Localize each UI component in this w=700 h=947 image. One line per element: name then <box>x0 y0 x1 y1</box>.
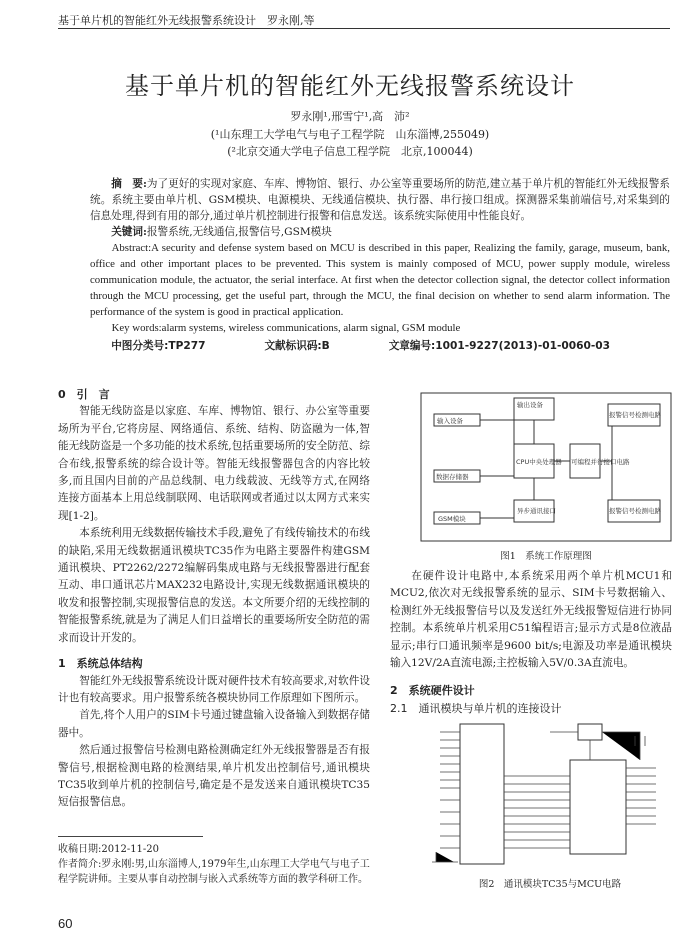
abstract-cn-text: 为了更好的实现对家庭、车库、博物馆、银行、办公室等重要场所的防范,建立基于单片机的智能红外无线报警系统。系统主要由单片机、GSM模块、电源模块、无线通信模块、执行器、串行接口组成。探测器采集前端信号,对采集到的信息处理,得到有用的部分,通过单片机控制进行报警和信息发送。该系统实际使用中性能良好。 <box>90 178 670 222</box>
keywords-cn-text: 报警系统,无线通信,报警信号,GSM模块 <box>146 226 332 238</box>
figure-1-diagram <box>420 392 672 542</box>
right-paragraph-1: 在硬件设计电路中,本系统采用两个单片机MCU1和MCU2,依次对无线报警系统的显示、SIM卡号数据输入、检测红外无线报警信号以及发送红外无线报警短信进行协同控制。本系统单片机采用C51编程语言;显示方式是8位液晶显示;串行口通讯频率是9600 bit/s;电源及功率是通讯模块输入12V/2A直流电源;主控板输入5V/0.3A直流电。 <box>390 570 672 670</box>
figure-2-circuit <box>430 716 670 866</box>
left-column <box>58 386 370 812</box>
clc-number: 中图分类号:TP277 <box>111 340 206 352</box>
keywords-cn-label: 关键词: <box>111 226 147 238</box>
header-rule <box>58 28 670 29</box>
page-number: 60 <box>58 916 73 931</box>
author-intro: 作者简介:罗永刚:男,山东淄博人,1979年生,山东理工大学电气与电子工程学院讲师。主要从事自动控制与嵌入式系统等方面的教学科研工作。 <box>58 859 370 885</box>
keywords-cn <box>90 224 670 240</box>
keywords-en: Key words:alarm systems, wireless communications, alarm signal, GSM module <box>111 322 461 334</box>
authors: 罗永刚¹,邢雪宁¹,高 沛² <box>290 110 410 123</box>
figure-2-caption: 图2 通讯模块TC35与MCU电路 <box>478 879 622 890</box>
fig1-gsm-label: GSM模块 <box>438 515 466 523</box>
fig1-input-label: 输入设备 <box>437 417 463 425</box>
sec1-paragraph-1: 智能红外无线报警系统设计既对硬件技术有较高要求,对软件设计也有较高要求。用户报警系统各模块协同工作原理如下图所示。 <box>58 674 370 704</box>
sec0-paragraph-2: 本系统利用无线数据传输技术手段,避免了有线传输技术的布线的缺陷,采用无线数据通讯模块TC35作为电路主要器件构建GSM通讯模块、PT2262/2272编解码集成电路与无线报警器进行配套互动、串口通讯芯片MAX232电路设计,实现无线数据通讯模块的收发和报警控制,实现报警信息的发送。本文所要介绍的无线控制的智能报警系统,就是为了满足人们日益增长的重要场所安全防范的需求而设计开发的。 <box>58 527 370 644</box>
running-header: 基于单片机的智能红外无线报警系统设计 罗永刚,等 <box>58 14 315 27</box>
section-0-heading: 0 引 言 <box>58 388 110 401</box>
sec0-paragraph-1: 智能无线防盗是以家庭、车库、博物馆、银行、办公室等重要场所为平台,它将房屋、网络通信、系统、结构、防盗融为一体,智能无线防盗是一个多功能的技术系统,包括重要场所的安全防范、综合布线,报警系统的综合设计等。智能无线报警器包含的内容比较多,而且国内目前的产品总线制、电力线载波、无线等方式,在网络连接方面基本上用总线制联网、电话联网或者通过以太网方式来实现[1-2]。 <box>58 405 370 522</box>
fig2-tc35-module <box>460 724 504 864</box>
paper-title: 基于单片机的智能红外无线报警系统设计 <box>125 72 575 100</box>
article-number: 文章编号:1001-9227(2013)-01-0060-03 <box>388 340 610 352</box>
right-column <box>390 568 672 717</box>
sec1-paragraph-2: 首先,将个人用户的SIM卡号通过键盘输入设备输入到数据存储器中。 <box>58 709 370 739</box>
fig1-memory-label: 数据存储器 <box>436 473 469 481</box>
fig1-output-label: 输出设备 <box>517 401 543 409</box>
fig1-cpu-label: CPU中央处理器 <box>516 458 562 466</box>
fig2-mcu-chip <box>570 760 626 854</box>
section-2-heading: 2 系统硬件设计 <box>390 684 475 698</box>
classification-line <box>90 338 670 354</box>
doc-code: 文献标识码:B <box>264 340 330 352</box>
footnote-rule <box>58 836 203 837</box>
received-date: 收稿日期:2012-11-20 <box>58 844 160 855</box>
fig2-crystal <box>578 724 602 740</box>
abstract-block <box>90 176 670 354</box>
fig1-alarm-bottom-label: 报警信号检测电路 <box>609 507 661 515</box>
abstract-en: Abstract:A security and defense system based on MCU is described in this paper, Realizing the family, garage, museum, bank, office and other important places to be prevented. This system is mainly composed of MCU, power supply module, wireless communication module, the actuator, the serial interface. At first when the detector collection signal, the detector collect information through the MCU processing, get the useful part, through the MCU, the final decision on whether to send alarm information. The performance of the system is good in practical application. <box>90 242 670 318</box>
affiliation-1: (¹山东理工大学电气与电子工程学院 山东淄博,255049) <box>210 128 490 141</box>
figure-1-caption: 图1 系统工作原理图 <box>500 551 592 562</box>
fig1-serial-label: 异步通讯接口 <box>517 507 556 515</box>
abstract-cn <box>90 176 670 224</box>
fig1-pio-label: 可编程并行接口电路 <box>571 458 630 466</box>
section-2-1-heading: 2.1 通讯模块与单片机的连接设计 <box>390 701 562 715</box>
abstract-cn-label: 摘 要: <box>111 178 147 190</box>
footnote <box>58 842 370 887</box>
fig1-alarm-top-label: 报警信号检测电路 <box>609 411 661 419</box>
sec1-paragraph-3: 然后通过报警信号检测电路检测确定红外无线报警器是否有报警信号,根据检测电路的检测结果,单片机发出控制信号,通讯模块TC35收到单片机的控制信号,确定是不是发送来自通讯模块TC35短信报警信息。 <box>58 744 370 809</box>
affiliation-2: (²北京交通大学电子信息工程学院 北京,100044) <box>227 145 473 158</box>
section-1-heading: 1 系统总体结构 <box>58 657 143 671</box>
